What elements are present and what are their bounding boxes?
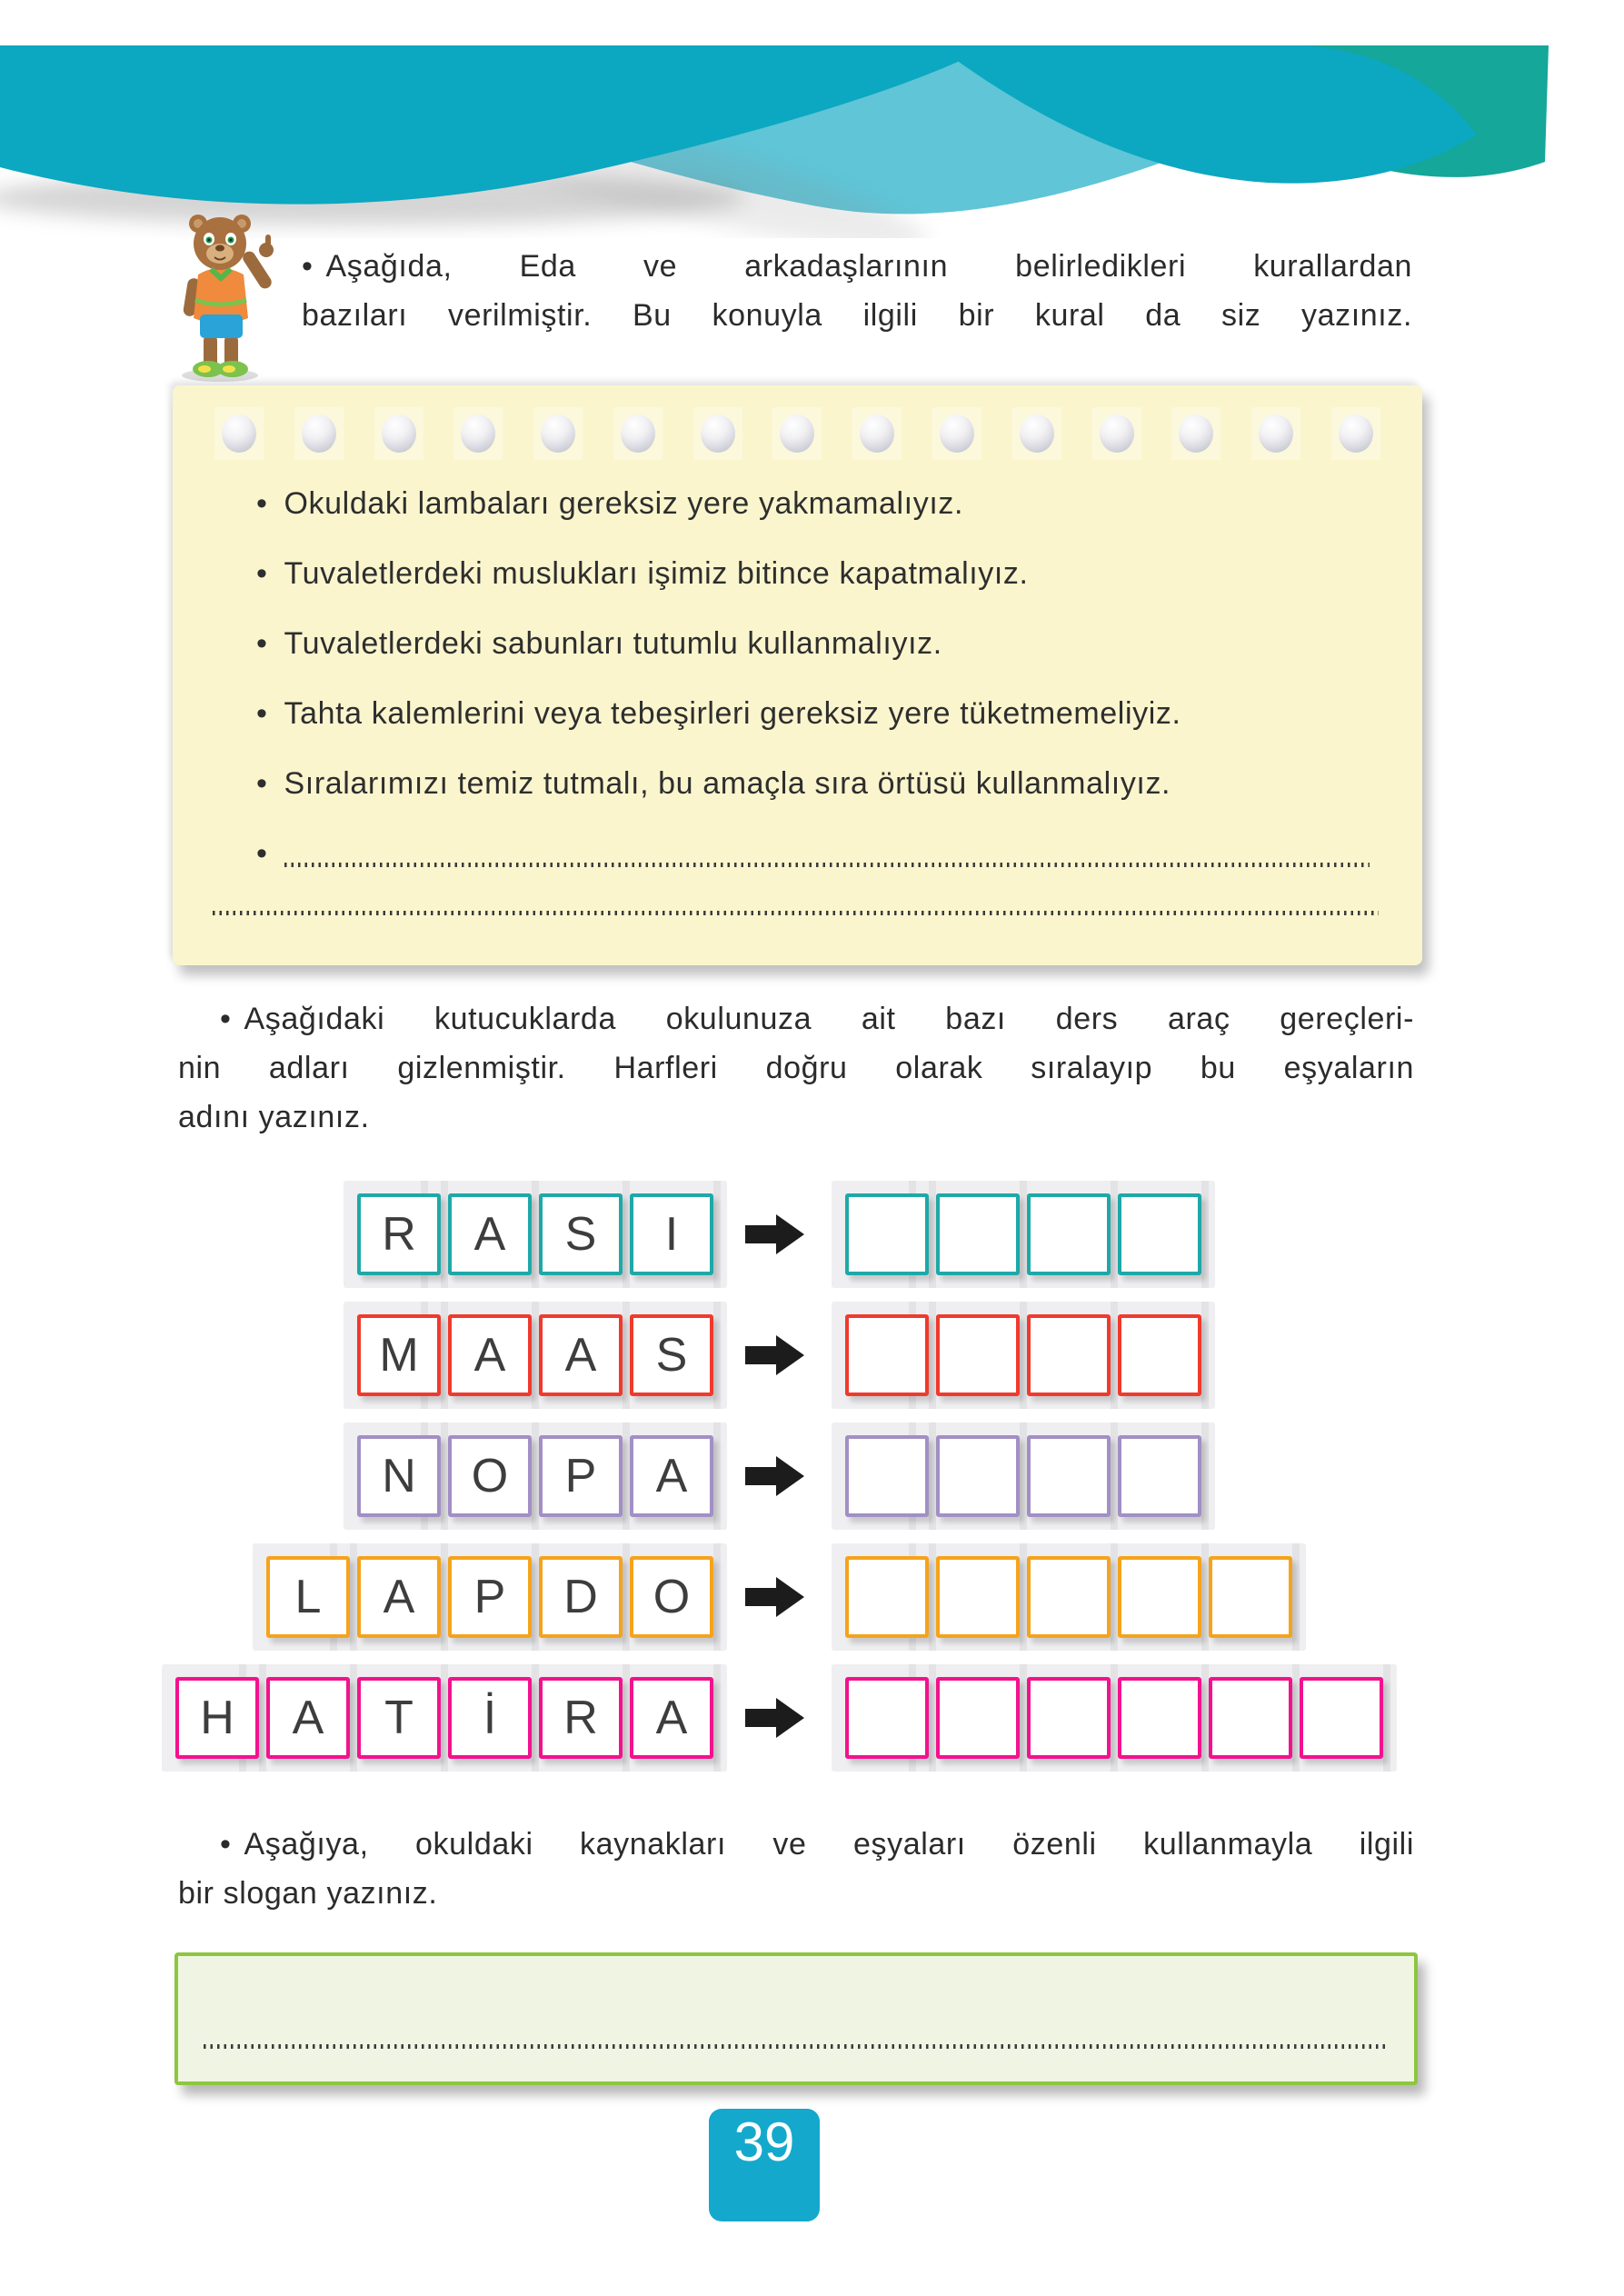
- letter-tile: D: [539, 1556, 623, 1638]
- binder-hole-dot: [1100, 414, 1134, 453]
- answer-box[interactable]: [1027, 1435, 1111, 1517]
- instruction-puzzle-line1: • Aşağıdaki kutucuklarda okulunuza ait bazı ders araç gereçleri-: [220, 1002, 1414, 1036]
- binder-hole-dot: [1179, 414, 1213, 453]
- letter-strip: [162, 1664, 727, 1772]
- letter-strip: [253, 1543, 727, 1651]
- instruction-slogan: [178, 1820, 1414, 1918]
- page-number: 39: [733, 2111, 795, 2172]
- binder-hole: [1092, 407, 1141, 460]
- instruction-slogan-line2: bir slogan yazınız.: [178, 1876, 438, 1911]
- answer-box[interactable]: [1118, 1435, 1201, 1517]
- binder-hole: [294, 407, 344, 460]
- answer-box[interactable]: [1027, 1314, 1111, 1396]
- letter-tile: S: [539, 1193, 623, 1275]
- answer-box[interactable]: [936, 1556, 1020, 1638]
- letter-strip: [344, 1181, 727, 1288]
- answer-box[interactable]: [1118, 1314, 1201, 1396]
- binder-hole: [453, 407, 503, 460]
- binder-hole: [613, 407, 663, 460]
- letter-tile: L: [266, 1556, 350, 1638]
- answer-box[interactable]: [845, 1677, 929, 1759]
- answer-box[interactable]: [845, 1193, 929, 1275]
- instruction-slogan-line1: • Aşağıya, okuldaki kaynakları ve eşyaları özenli kullanmayla ilgili: [220, 1827, 1414, 1862]
- letter-tile: M: [357, 1314, 441, 1396]
- binder-hole: [1251, 407, 1300, 460]
- answer-box[interactable]: [1118, 1193, 1201, 1275]
- rule-item: [256, 767, 1370, 800]
- binder-hole-dot: [222, 414, 256, 453]
- letter-strip: [344, 1302, 727, 1409]
- binder-hole: [1331, 407, 1380, 460]
- binder-holes-row: [173, 385, 1422, 460]
- right-arrow-icon: [745, 1213, 805, 1255]
- letter-tile: A: [448, 1193, 532, 1275]
- binder-hole: [374, 407, 423, 460]
- answer-box[interactable]: [1027, 1677, 1111, 1759]
- rule-item: [256, 697, 1370, 730]
- right-arrow-icon: [745, 1576, 805, 1618]
- answer-strip: [832, 1543, 1306, 1651]
- letter-tile: A: [357, 1556, 441, 1638]
- answer-box[interactable]: [1209, 1556, 1292, 1638]
- answer-box[interactable]: [1209, 1677, 1292, 1759]
- answer-strip: [832, 1423, 1215, 1530]
- letter-tile: T: [357, 1677, 441, 1759]
- binder-hole: [772, 407, 822, 460]
- slogan-answer-line[interactable]: [204, 2044, 1389, 2049]
- answer-strip: [832, 1302, 1215, 1409]
- instruction-rules: [302, 242, 1412, 340]
- binder-hole-dot: [1020, 414, 1054, 453]
- letter-strip: [344, 1423, 727, 1530]
- letter-tile: R: [357, 1193, 441, 1275]
- rules-list: [256, 487, 1370, 870]
- bullet-glyph: •: [256, 626, 268, 661]
- letter-tile: H: [175, 1677, 259, 1759]
- rules-note-box: [173, 385, 1422, 965]
- right-arrow-icon: [745, 1455, 805, 1497]
- bear-mascot-icon: [164, 209, 300, 384]
- bullet-glyph: •: [256, 486, 268, 521]
- answer-box[interactable]: [845, 1435, 929, 1517]
- answer-box[interactable]: [1027, 1556, 1111, 1638]
- letter-tile: P: [539, 1435, 623, 1517]
- letter-tile: N: [357, 1435, 441, 1517]
- binder-hole-dot: [541, 414, 575, 453]
- letter-tile: İ: [448, 1677, 532, 1759]
- rule-item: [256, 627, 1370, 660]
- answer-box[interactable]: [1118, 1677, 1201, 1759]
- binder-hole: [1171, 407, 1220, 460]
- instruction-rules-line1: • Aşağıda, Eda ve arkadaşlarının belirledikleri kurallardan: [302, 249, 1412, 284]
- binder-hole-dot: [382, 414, 416, 453]
- bullet-glyph: •: [256, 836, 268, 871]
- answer-box[interactable]: [1027, 1193, 1111, 1275]
- rule-item-empty: [256, 837, 1370, 870]
- letter-tile: A: [539, 1314, 623, 1396]
- binder-hole-dot: [780, 414, 814, 453]
- instruction-puzzle-line2: nin adları gizlenmiştir. Harfleri doğru olarak sıralayıp bu eşyaların: [178, 1051, 1414, 1085]
- letter-tile: A: [448, 1314, 532, 1396]
- rule-text: Tahta kalemlerini veya tebeşirleri gereksiz yere tüketmemeliyiz.: [284, 696, 1181, 731]
- instruction-rules-line2: bazıları verilmiştir. Bu konuyla ilgili bir kural da siz yazınız.: [302, 298, 1412, 333]
- answer-box[interactable]: [936, 1677, 1020, 1759]
- letter-tile: O: [448, 1435, 532, 1517]
- answer-box[interactable]: [936, 1193, 1020, 1275]
- rule-text: Okuldaki lambaları gereksiz yere yakmamalıyız.: [284, 486, 964, 521]
- page-number-badge: [709, 2109, 820, 2221]
- bullet-glyph: •: [256, 556, 268, 591]
- letter-tile: R: [539, 1677, 623, 1759]
- letter-tile: A: [630, 1435, 713, 1517]
- extra-answer-line[interactable]: [213, 911, 1379, 915]
- binder-hole: [1012, 407, 1061, 460]
- rule-text: Tuvaletlerdeki sabunları tutumlu kullanmalıyız.: [284, 626, 942, 661]
- rule-text: Tuvaletlerdeki muslukları işimiz bitince kapatmalıyız.: [284, 556, 1029, 591]
- binder-hole-dot: [1339, 414, 1373, 453]
- binder-hole: [693, 407, 742, 460]
- answer-box[interactable]: [936, 1435, 1020, 1517]
- letter-tile: A: [630, 1677, 713, 1759]
- binder-hole-dot: [860, 414, 894, 453]
- binder-hole-dot: [1259, 414, 1293, 453]
- letter-tile: P: [448, 1556, 532, 1638]
- answer-box[interactable]: [1300, 1677, 1383, 1759]
- empty-rule-write-line[interactable]: [284, 863, 1370, 867]
- binder-hole-dot: [701, 414, 735, 453]
- answer-strip: [832, 1664, 1397, 1772]
- letter-tile: O: [630, 1556, 713, 1638]
- slogan-box: [174, 1952, 1418, 2085]
- header-waves: [0, 0, 1624, 238]
- answer-box[interactable]: [936, 1314, 1020, 1396]
- binder-hole: [852, 407, 902, 460]
- right-arrow-icon: [745, 1697, 805, 1739]
- binder-hole-dot: [621, 414, 655, 453]
- answer-box[interactable]: [1118, 1556, 1201, 1638]
- binder-hole: [932, 407, 981, 460]
- answer-strip: [832, 1181, 1215, 1288]
- instruction-puzzle-line3: adını yazınız.: [178, 1100, 370, 1134]
- binder-hole-dot: [302, 414, 336, 453]
- letter-tile: A: [266, 1677, 350, 1759]
- letter-tile: I: [630, 1193, 713, 1275]
- right-arrow-icon: [745, 1334, 805, 1376]
- rule-item: [256, 487, 1370, 520]
- binder-hole-dot: [461, 414, 495, 453]
- bullet-glyph: •: [302, 249, 314, 284]
- rule-item: [256, 557, 1370, 590]
- bullet-glyph: •: [220, 1827, 232, 1862]
- letter-tile: S: [630, 1314, 713, 1396]
- answer-box[interactable]: [845, 1314, 929, 1396]
- bullet-glyph: •: [220, 1002, 232, 1036]
- binder-hole: [533, 407, 583, 460]
- bullet-glyph: •: [256, 696, 268, 731]
- bullet-glyph: •: [256, 766, 268, 801]
- binder-hole: [214, 407, 264, 460]
- instruction-puzzle: [178, 994, 1414, 1142]
- answer-box[interactable]: [845, 1556, 929, 1638]
- rule-text: Sıralarımızı temiz tutmalı, bu amaçla sıra örtüsü kullanmalıyız.: [284, 766, 1171, 801]
- binder-hole-dot: [940, 414, 974, 453]
